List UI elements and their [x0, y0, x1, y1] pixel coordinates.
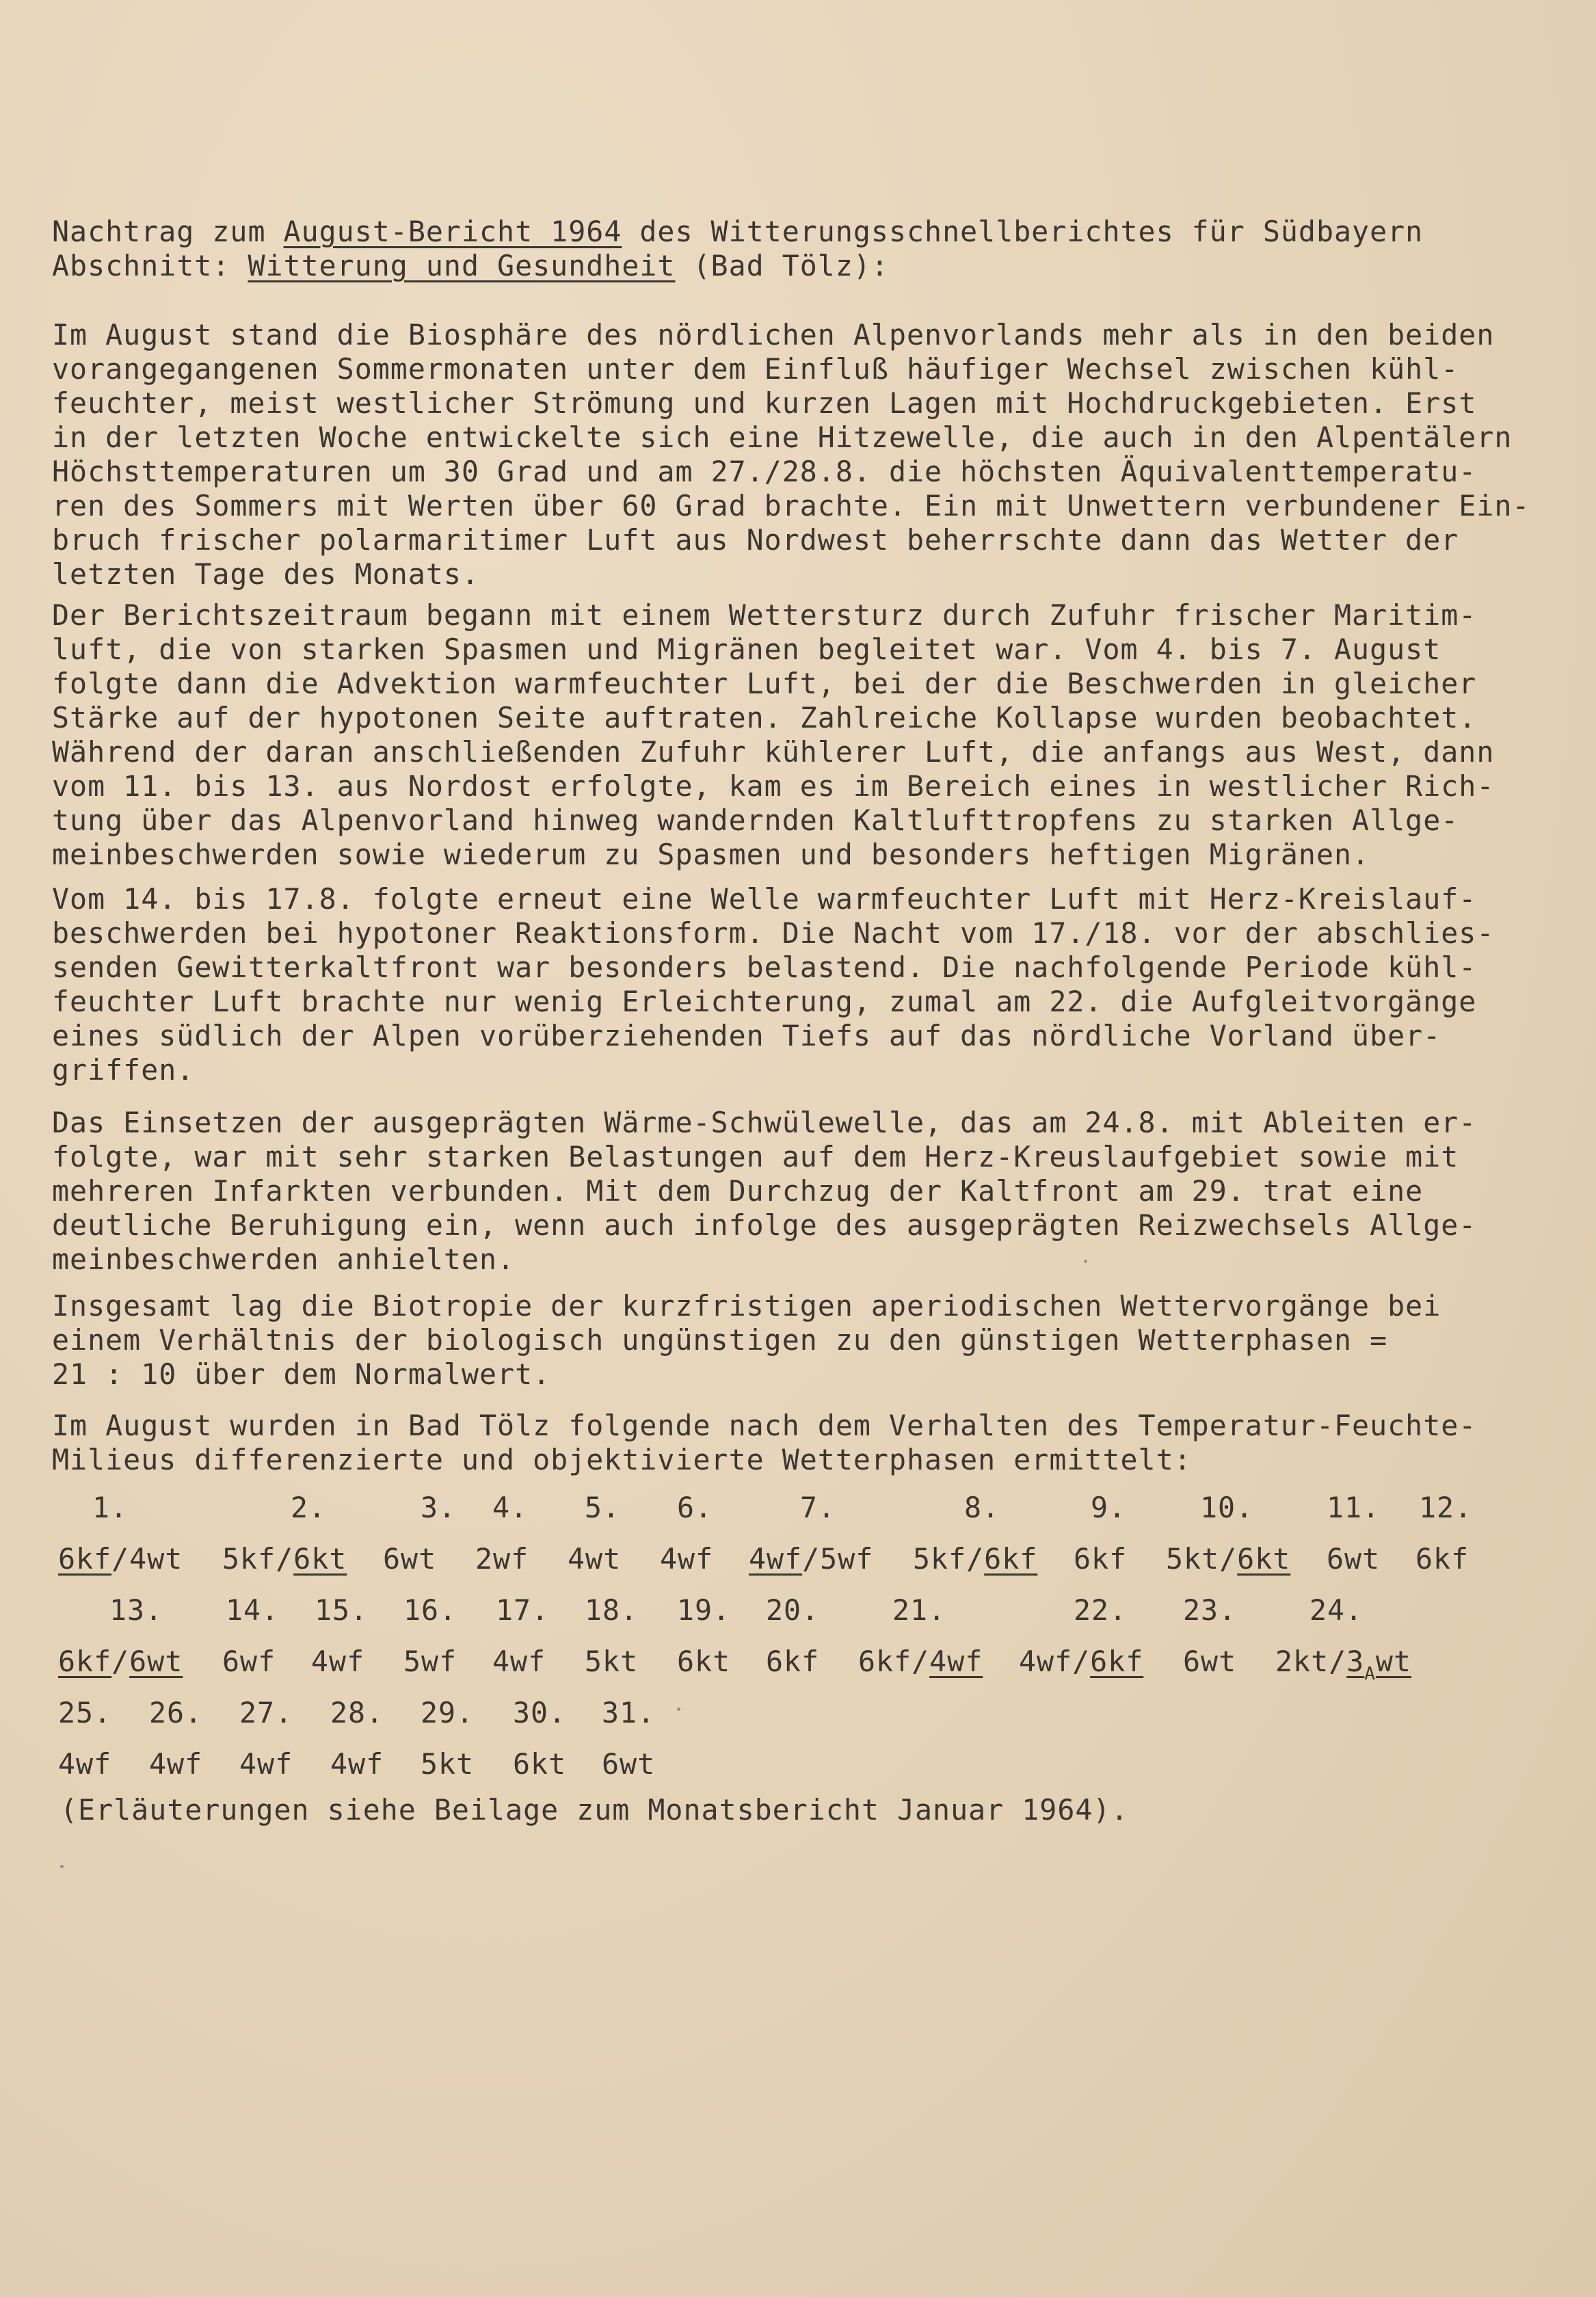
header-line-2: [52, 249, 889, 283]
phase-value: 4wf: [149, 1747, 203, 1781]
day-label: 25.: [58, 1696, 112, 1729]
phase-underlined: 4wf: [929, 1645, 983, 1678]
phase-value: [58, 1645, 183, 1679]
text-line: feuchter, meist westlicher Strömung und kurzen Lagen mit Hochdruckgebieten. Erst: [52, 386, 1477, 420]
phase-value: 2wf: [475, 1542, 529, 1576]
day-label: 27.: [239, 1696, 293, 1729]
day-label: 19.: [677, 1593, 731, 1627]
phase-underlined: 6kf: [58, 1645, 112, 1678]
phase-value: 5kt: [421, 1747, 475, 1781]
phase-part: 5kf/: [913, 1542, 985, 1576]
text-line: meinbeschwerden anhielten.: [52, 1243, 516, 1276]
header-text: Nachtrag zum: [52, 215, 284, 248]
text-line: vorangegangenen Sommermonaten unter dem Einfluß häufiger Wechsel zwischen kühl-: [52, 352, 1459, 386]
day-label: 18.: [585, 1593, 639, 1627]
day-label: 10.: [1200, 1491, 1254, 1524]
text-line: deutliche Beruhigung ein, wenn auch infolge des ausgeprägten Reizwechsels Allge-: [52, 1208, 1477, 1242]
phase-value: 4wf: [58, 1747, 112, 1781]
phase-value: 6wt: [383, 1542, 437, 1576]
text-line: Im August wurden in Bad Tölz folgende nach dem Verhalten des Temperatur-Feuchte-: [52, 1409, 1477, 1442]
phase-value: [913, 1542, 1037, 1576]
phase-value: 6kt: [513, 1747, 567, 1781]
phase-value: [1166, 1542, 1290, 1576]
section-label: Abschnitt:: [52, 249, 248, 282]
text-line: Das Einsetzen der ausgeprägten Wärme-Schwülewelle, das am 24.8. mit Ableiten er-: [52, 1106, 1477, 1139]
phase-value: [1019, 1645, 1143, 1679]
text-line: Im August stand die Biosphäre des nördlichen Alpenvorlands mehr als in den beiden: [52, 318, 1495, 351]
text-line: 21 : 10 über dem Normalwert.: [52, 1357, 551, 1391]
text-line: letzten Tage des Monats.: [52, 557, 479, 591]
text-line: luft, die von starken Spasmen und Migränen begleitet war. Vom 4. bis 7. August: [52, 633, 1441, 666]
day-label: 11.: [1327, 1491, 1381, 1524]
phase-underlined: 4wf: [749, 1542, 803, 1576]
text-line: folgte dann die Advektion warmfeuchter Luft, bei der die Beschwerden in gleicher: [52, 667, 1477, 700]
text-line: Der Berichtszeitraum begann mit einem Wettersturz durch Zufuhr frischer Maritim-: [52, 598, 1477, 632]
phase-value: 6wt: [1327, 1542, 1381, 1576]
text-line: griffen.: [52, 1053, 195, 1087]
text-line: Während der daran anschließenden Zufuhr kühlerer Luft, die anfangs aus West, dann: [52, 735, 1495, 769]
day-label: 3.: [421, 1491, 457, 1524]
day-label: 2.: [291, 1491, 327, 1524]
phase-value: 6kt: [677, 1645, 731, 1678]
phase-part: 3: [1346, 1645, 1365, 1678]
day-label: 21.: [892, 1593, 946, 1627]
phase-underlined: 6kt: [1237, 1542, 1291, 1576]
text-line: bruch frischer polarmaritimer Luft aus Nordwest beherrschte dann das Wetter der: [52, 523, 1459, 557]
day-label: 26.: [149, 1696, 203, 1729]
text-line: Vom 14. bis 17.8. folgte erneut eine Welle warmfeuchter Luft mit Herz-Kreislauf-: [52, 882, 1477, 916]
day-label: 15.: [315, 1593, 369, 1627]
phase-part: /4wt: [111, 1542, 183, 1576]
phase-value: [749, 1542, 873, 1576]
day-label: 13.: [109, 1593, 163, 1627]
text-line: eines südlich der Alpen vorüberziehenden Tiefs auf das nördliche Vorland über-: [52, 1019, 1441, 1052]
phase-part: wt: [1375, 1645, 1411, 1678]
phase-value: 4wt: [568, 1542, 622, 1576]
day-label: 9.: [1091, 1491, 1127, 1524]
text-line: tung über das Alpenvorland hinweg wandernden Kaltlufttropfens zu starken Allge-: [52, 804, 1459, 837]
phase-underlined: 6kf: [58, 1542, 112, 1576]
text-line: einem Verhältnis der biologisch ungünstigen zu den günstigen Wetterphasen =: [52, 1323, 1388, 1357]
day-label: 16.: [403, 1593, 457, 1627]
day-label: 17.: [496, 1593, 550, 1627]
day-label: 12.: [1419, 1491, 1473, 1524]
phase-value: 4wf: [330, 1747, 384, 1781]
paper-speck: [677, 1708, 680, 1711]
text-line: ren des Sommers mit Werten über 60 Grad brachte. Ein mit Unwettern verbundener Ein-: [52, 489, 1530, 522]
phase-part: 2kt/: [1275, 1645, 1347, 1678]
phase-value: [858, 1645, 983, 1679]
paper-speck: [60, 1865, 64, 1868]
header-text: des Witterungsschnellberichtes für Südbayern: [622, 215, 1424, 248]
text-line: feuchter Luft brachte nur wenig Erleichterung, zumal am 22. die Aufgleitvorgänge: [52, 985, 1477, 1018]
day-label: 31.: [602, 1696, 656, 1729]
phase-underlined: 6wt: [129, 1645, 183, 1678]
text-line: meinbeschwerden sowie wiederum zu Spasmen und besonders heftigen Migränen.: [52, 838, 1370, 871]
section-title-underlined: Witterung und Gesundheit: [248, 249, 676, 282]
paper-speck: [1084, 1260, 1087, 1263]
phase-underlined: 6kt: [293, 1542, 347, 1576]
phase-underlined: [1346, 1645, 1411, 1684]
header-line-1: [52, 215, 1423, 249]
phase-subscript: A: [1364, 1664, 1376, 1684]
phase-value: [1275, 1645, 1411, 1683]
phase-value: 5kt: [585, 1645, 639, 1678]
phase-value: 6kf: [766, 1645, 820, 1678]
day-label: 14.: [226, 1593, 280, 1627]
phase-part: /5wf: [802, 1542, 874, 1576]
day-label: 24.: [1309, 1593, 1364, 1627]
phase-value: 6kf: [1415, 1542, 1469, 1576]
phase-value: 4wf: [239, 1747, 293, 1781]
phase-value: 6wf: [222, 1645, 276, 1678]
day-label: 22.: [1074, 1593, 1128, 1627]
phase-underlined: 6kf: [1090, 1645, 1144, 1678]
phase-value: 6wt: [602, 1747, 656, 1781]
phase-value: 6wt: [1183, 1645, 1237, 1678]
day-label: 5.: [585, 1491, 621, 1524]
phase-part: 5kf/: [222, 1542, 294, 1576]
day-label: 20.: [766, 1593, 820, 1627]
phase-underlined: 6kf: [984, 1542, 1038, 1576]
day-label: 1.: [92, 1491, 129, 1524]
day-label: 4.: [492, 1491, 529, 1524]
phase-part: /: [111, 1645, 130, 1678]
phase-value: [58, 1542, 183, 1576]
phase-part: 5kt/: [1166, 1542, 1238, 1576]
phase-value: 5wf: [403, 1645, 457, 1678]
location-text: (Bad Tölz):: [675, 249, 889, 282]
phase-value: 4wf: [492, 1645, 546, 1678]
text-line: Insgesamt lag die Biotropie der kurzfristigen aperiodischen Wettervorgänge bei: [52, 1289, 1441, 1323]
text-line: beschwerden bei hypotoner Reaktionsform. Die Nacht vom 17./18. vor der abschlies-: [52, 916, 1495, 950]
footer-note: (Erläuterungen siehe Beilage zum Monatsbericht Januar 1964).: [60, 1793, 1129, 1827]
phase-value: [222, 1542, 347, 1576]
text-line: Milieus differenzierte und objektivierte Wetterphasen ermittelt:: [52, 1443, 1192, 1476]
day-label: 23.: [1183, 1593, 1237, 1627]
text-line: senden Gewitterkaltfront war besonders belastend. Die nachfolgende Periode kühl-: [52, 951, 1477, 984]
text-line: in der letzten Woche entwickelte sich eine Hitzewelle, die auch in den Alpentälern: [52, 421, 1513, 454]
text-line: folgte, war mit sehr starken Belastungen auf dem Herz-Kreuslaufgebiet sowie mit: [52, 1140, 1459, 1173]
text-line: Höchsttemperaturen um 30 Grad und am 27./28.8. die höchsten Äquivalenttemperatu-: [52, 455, 1477, 488]
phase-value: 4wf: [311, 1645, 365, 1678]
day-label: 6.: [677, 1491, 713, 1524]
day-label: 7.: [800, 1491, 836, 1524]
day-label: 29.: [421, 1696, 475, 1729]
text-line: vom 11. bis 13. aus Nordost erfolgte, kam es im Bereich eines in westlicher Rich-: [52, 769, 1495, 803]
report-title-underlined: August-Bericht 1964: [283, 215, 622, 248]
text-line: Stärke auf der hypotonen Seite auftraten. Zahlreiche Kollapse wurden beobachtet.: [52, 701, 1477, 734]
phase-value: 6kf: [1074, 1542, 1128, 1576]
text-line: mehreren Infarkten verbunden. Mit dem Durchzug der Kaltfront am 29. trat eine: [52, 1174, 1424, 1208]
phase-part: 4wf/: [1019, 1645, 1091, 1678]
day-label: 28.: [330, 1696, 384, 1729]
phase-part: 6kf/: [858, 1645, 930, 1678]
day-label: 30.: [513, 1696, 567, 1729]
phase-value: 4wf: [660, 1542, 714, 1576]
day-label: 8.: [964, 1491, 1000, 1524]
